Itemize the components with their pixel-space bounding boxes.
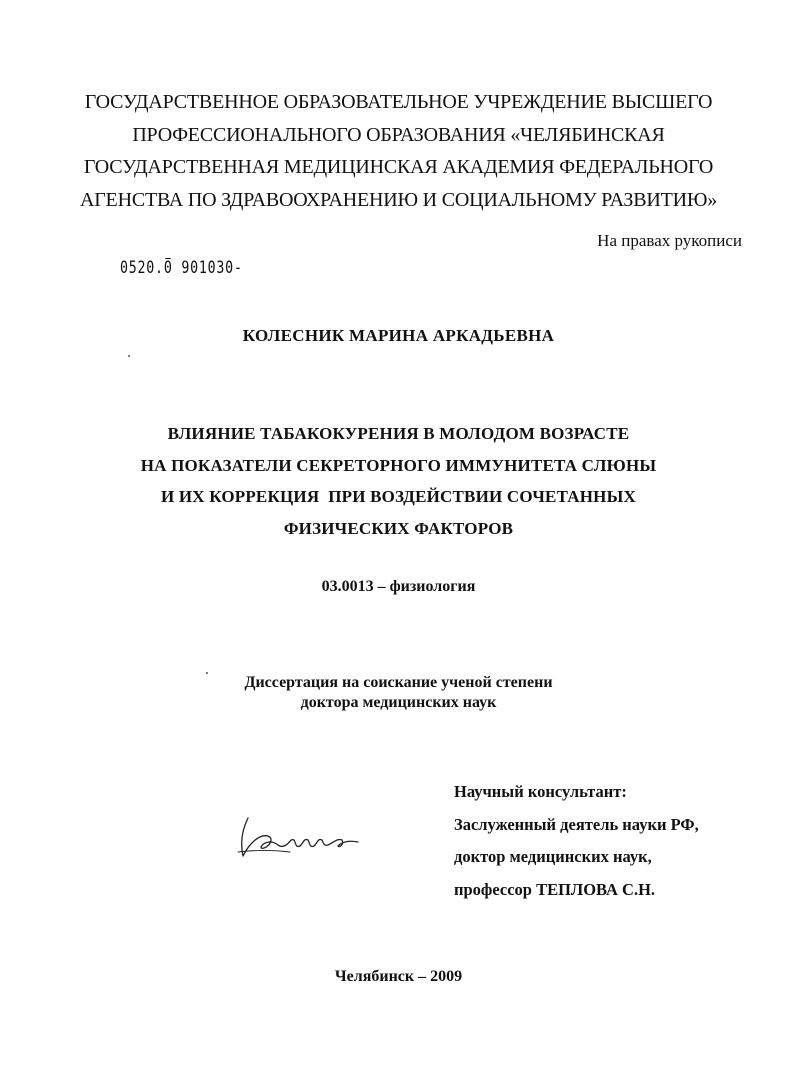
document-number-stamp	[120, 258, 243, 278]
institution-line: АГЕНСТВА ПО ЗДРАВООХРАНЕНИЮ И СОЦИАЛЬНОМУ РАЗВИТИЮ»	[79, 188, 718, 211]
degree-statement	[0, 673, 797, 713]
scan-speck	[128, 355, 130, 357]
degree-line: доктора медицинских наук	[300, 694, 497, 711]
title-line: ФИЗИЧЕСКИХ ФАКТОРОВ	[283, 518, 514, 538]
consultant-line: Заслуженный деятель науки РФ,	[454, 814, 699, 834]
specialty-code: 03.0013 – физиология	[321, 578, 476, 595]
institution-header	[0, 86, 797, 216]
document-number-part: 901030-	[172, 258, 243, 278]
city-year: Челябинск – 2009	[334, 968, 463, 985]
author-name: КОЛЕСНИК МАРИНА АРКАДЬЕВНА	[242, 326, 555, 345]
consultant-line: доктор медицинских наук,	[454, 847, 652, 866]
title-line: ВЛИЯНИЕ ТАБАКОКУРЕНИЯ В МОЛОДОМ ВОЗРАСТЕ	[167, 424, 630, 443]
institution-line: ГОСУДАРСТВЕННОЕ ОБРАЗОВАТЕЛЬНОЕ УЧРЕЖДЕНИЕ ВЫСШЕГО	[84, 91, 713, 113]
title-line: И ИХ КОРРЕКЦИЯ ПРИ ВОЗДЕЙСТВИИ СОЧЕТАННЫХ	[161, 487, 636, 506]
scan-speck	[206, 672, 208, 674]
consultant-line: Научный консультант:	[454, 782, 627, 801]
consultant-line: профессор ТЕПЛОВА С.Н.	[454, 879, 656, 899]
institution-line: ГОСУДАРСТВЕННАЯ МЕДИЦИНСКАЯ АКАДЕМИЯ ФЕДЕРАЛЬНОГО	[83, 156, 714, 178]
degree-line: Диссертация на соискание ученой степени	[244, 674, 553, 691]
institution-line: ПРОФЕССИОНАЛЬНОГО ОБРАЗОВАНИЯ «ЧЕЛЯБИНСКАЯ	[132, 123, 665, 146]
handwritten-signature	[234, 812, 364, 860]
dissertation-title	[0, 418, 797, 544]
title-line: НА ПОКАЗАТЕЛИ СЕКРЕТОРНОГО ИММУНИТЕТА СЛЮНЫ	[140, 455, 657, 475]
scientific-consultant	[454, 776, 699, 906]
document-number-part: 0520.	[120, 258, 164, 278]
manuscript-note: На правах рукописи	[597, 231, 742, 250]
document-number-part: 0	[163, 258, 173, 278]
